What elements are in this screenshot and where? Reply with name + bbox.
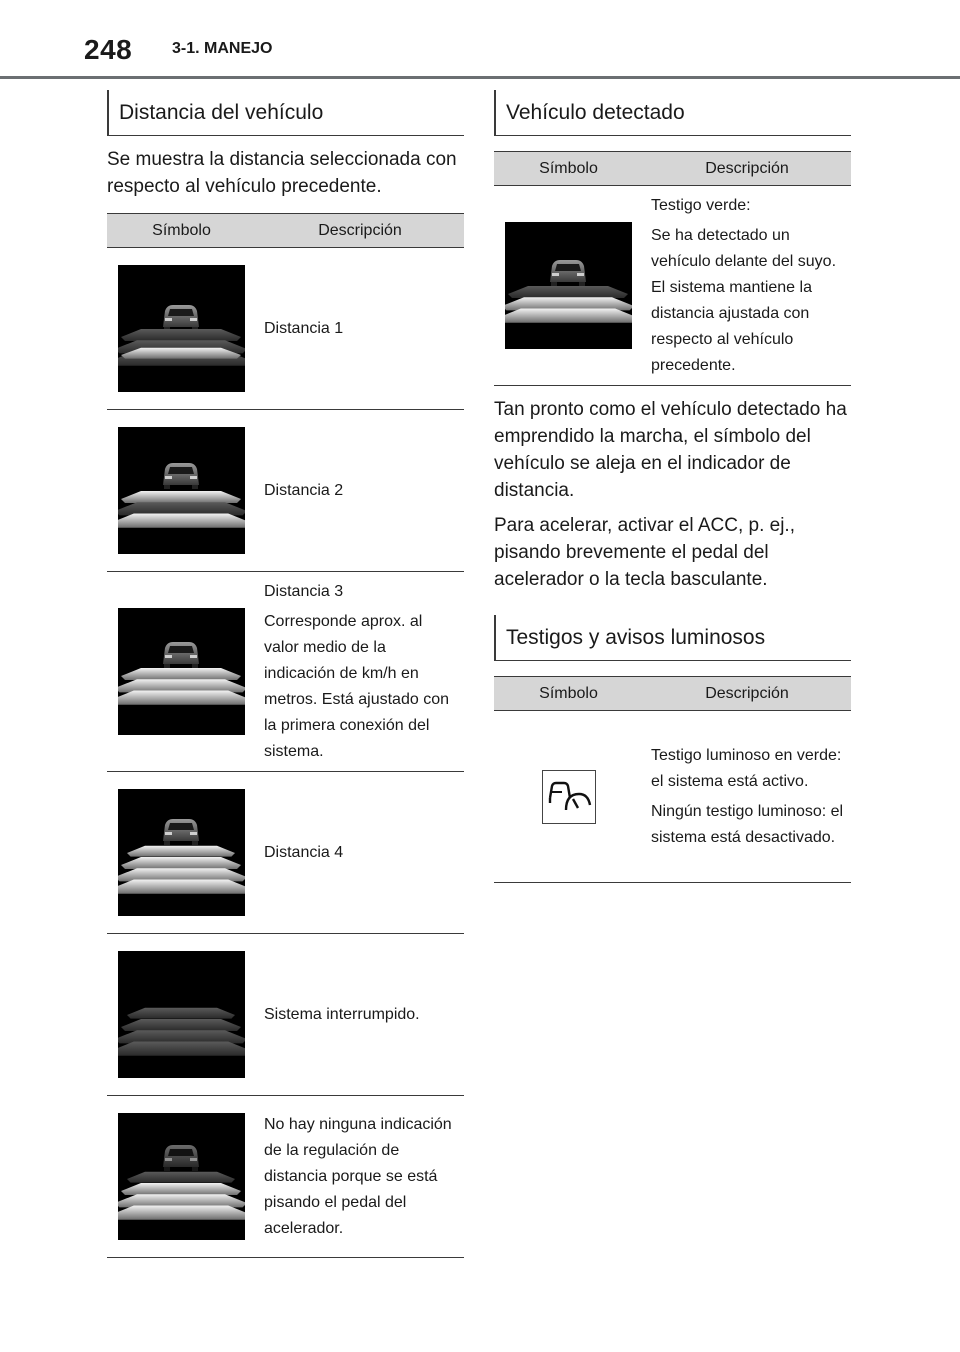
table-header-row — [107, 214, 464, 248]
description-cell — [256, 410, 464, 572]
description-title: Testigo verde: — [651, 196, 751, 214]
distance-1-icon — [118, 265, 245, 392]
table-row — [107, 1096, 464, 1258]
symbol-cell — [107, 1096, 256, 1258]
symbol-cell — [107, 572, 256, 772]
column-header-description: Descripción — [256, 214, 464, 248]
description-cell — [643, 711, 851, 883]
description-cell — [256, 772, 464, 934]
symbol-cell — [107, 248, 256, 410]
page-number: 248 — [84, 34, 133, 65]
symbol-cell — [107, 934, 256, 1096]
table-header-row — [494, 677, 851, 711]
description-title: Distancia 3 — [264, 582, 344, 600]
description-text: Distancia 4 — [264, 843, 344, 861]
vehicle-detected-icon — [505, 222, 632, 349]
column-header-description: Descripción — [643, 152, 851, 186]
table-row — [494, 186, 851, 386]
description-cell — [256, 248, 464, 410]
header-divider — [0, 76, 960, 79]
distance-table — [107, 213, 464, 1258]
section-title: 3-1. MANEJO — [172, 40, 273, 57]
warning-lights-heading: Testigos y avisos luminosos — [494, 615, 851, 661]
distance-4-icon — [118, 789, 245, 916]
distance-2-icon — [118, 427, 245, 554]
right-column — [494, 90, 851, 883]
symbol-cell — [107, 772, 256, 934]
symbol-cell — [494, 186, 643, 386]
vehicle-detected-heading: Vehículo detectado — [494, 90, 851, 136]
description-text: Ningún testigo luminoso: el sistema está desactivado. — [651, 802, 844, 846]
warning-lights-table — [494, 676, 851, 883]
description-text: Distancia 2 — [264, 481, 344, 499]
symbol-cell — [107, 410, 256, 572]
description-text: Se ha detectado un vehículo delante del suyo. El sistema mantiene la distancia ajustada con respecto al vehículo precedente. — [651, 226, 837, 374]
table-row — [107, 572, 464, 772]
distance-intro: Se muestra la distancia seleccionada con respecto al vehículo precedente. — [107, 149, 457, 197]
table-row — [107, 410, 464, 572]
system-interrupted-icon — [118, 951, 245, 1078]
description-cell — [256, 1096, 464, 1258]
table-row — [107, 772, 464, 934]
column-header-symbol: Símbolo — [107, 214, 256, 248]
description-text: Testigo luminoso en verde: el sistema está activo. — [651, 746, 842, 790]
column-header-symbol: Símbolo — [494, 152, 643, 186]
detected-paragraph: Tan pronto como el vehículo detectado ha emprendido la marcha, el símbolo del vehículo se aleja en el indicador de distancia. — [494, 399, 847, 501]
description-text: No hay ninguna indicación de la regulación de distancia porque se está pisando el pedal del acelerador. — [264, 1115, 452, 1237]
symbol-cell — [494, 711, 643, 883]
accelerator-pressed-icon — [118, 1113, 245, 1240]
vehicle-detected-table — [494, 151, 851, 386]
description-text: Sistema interrumpido. — [264, 1005, 420, 1023]
description-cell — [643, 186, 851, 386]
table-row — [107, 248, 464, 410]
distance-3-icon — [118, 608, 245, 735]
column-header-symbol: Símbolo — [494, 677, 643, 711]
table-row — [494, 711, 851, 883]
left-column — [107, 90, 464, 1258]
accelerate-paragraph: Para acelerar, activar el ACC, p. ej., pisando brevemente el pedal del acelerador o la tecla basculante. — [494, 515, 795, 590]
description-cell — [256, 572, 464, 772]
description-text: Corresponde aprox. al valor medio de la indicación de km/h en metros. Está ajustado con la primera conexión del sistema. — [264, 612, 449, 760]
distance-heading: Distancia del vehículo — [107, 90, 464, 136]
acc-indicator-icon — [542, 770, 596, 824]
table-row — [107, 934, 464, 1096]
page-header — [0, 0, 960, 80]
description-text: Distancia 1 — [264, 319, 344, 337]
description-cell — [256, 934, 464, 1096]
column-header-description: Descripción — [643, 677, 851, 711]
table-header-row — [494, 152, 851, 186]
